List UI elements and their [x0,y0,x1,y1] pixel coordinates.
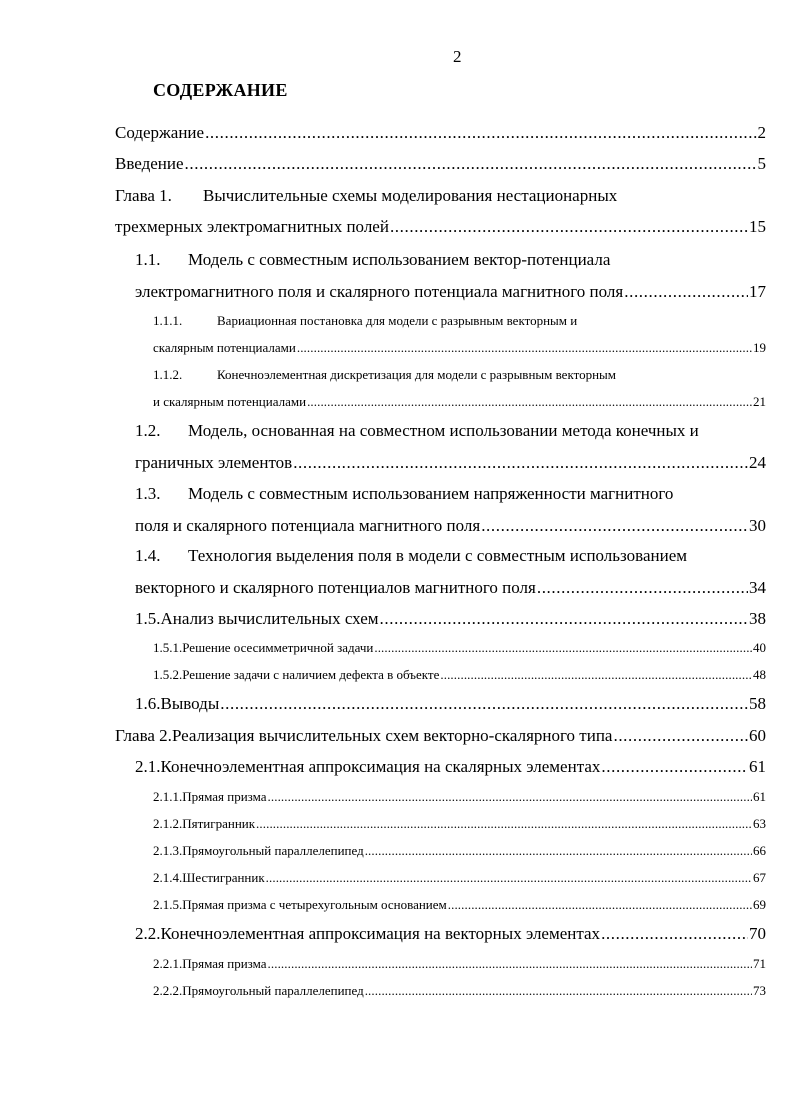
toc-entry-number: Глава 1. [115,186,172,205]
toc-entry[interactable] [115,726,766,746]
toc-leader [374,640,752,656]
toc-entry-number: 1.4. [135,546,161,565]
toc-entry-number: 1.5. [135,609,161,628]
toc-entry[interactable] [135,694,766,714]
toc-entry[interactable] [135,282,766,302]
toc-entry-text: векторного и скалярного потенциалов магнитного поля [135,578,536,597]
toc-entry[interactable] [153,897,766,913]
toc-leader [307,394,752,410]
toc-leader [256,816,752,832]
toc-entry-number: 1.2. [135,421,161,440]
toc-page: 60 [749,726,766,745]
toc-entry-number: 1.1. [135,250,161,269]
toc-entry-number: 2.2.1. [153,956,183,971]
toc-entry-text: Модель с совместным использованием напряженности магнитного [188,484,674,503]
toc-leader [268,956,752,972]
toc-entry[interactable] [115,123,766,143]
toc-entry[interactable] [115,217,766,237]
toc-entry-number: Глава 2. [115,726,172,745]
toc-page: 19 [753,340,766,355]
toc-entry-number: 1.1.1. [153,313,183,328]
toc-entry-number: 2.1. [135,757,161,776]
toc-entry-number: 2.1.2. [153,816,183,831]
toc-entry-text: Решение задачи с наличием дефекта в объекте [182,667,440,682]
toc-entry[interactable] [153,870,766,886]
toc-entry-text: Прямая призма с четырехугольным основанием [182,897,447,912]
toc-entry-number: 1.6. [135,694,161,713]
toc-entry[interactable] [153,956,766,972]
toc-entry[interactable] [135,484,766,504]
toc-leader [365,983,752,999]
toc-entry-text: Конечноэлементная аппроксимация на скалярных элементах [160,757,601,776]
toc-entry-number: 1.1.2. [153,367,183,382]
toc-leader [297,340,752,356]
toc-leader [220,694,748,714]
toc-page: 5 [757,154,766,173]
toc-leader [380,609,748,629]
toc-page: 69 [753,897,766,912]
toc-page: 40 [753,640,766,655]
toc-entry-text: и скалярным потенциалами [153,394,307,409]
toc-entry-text: Вариационная постановка для модели с разрывным векторным и [217,313,578,328]
toc-leader [293,453,748,473]
toc-entry-text: Шестигранник [182,870,265,885]
toc-page: 17 [749,282,766,301]
toc-entry[interactable] [135,578,766,598]
toc-title: СОДЕРЖАНИЕ [153,80,288,100]
toc-entry-text: скалярным потенциалами [153,340,296,355]
toc-leader [624,282,748,302]
toc-entry-text: Содержание [115,123,205,142]
toc-entry-number: 2.1.5. [153,897,183,912]
toc-entry[interactable] [135,453,766,473]
toc-page: 73 [753,983,766,998]
toc-leader [537,578,748,598]
toc-entry-text: Анализ вычислительных схем [160,609,379,628]
toc-entry-text: Прямая призма [182,789,267,804]
toc-entry-text: Модель, основанная на совместном использовании метода конечных и [188,421,699,440]
toc-entry-text: Решение осесимметричной задачи [182,640,374,655]
toc-leader [390,217,748,237]
toc-entry[interactable] [135,250,766,270]
toc-entry-number: 2.1.4. [153,870,183,885]
toc-leader [448,897,752,913]
toc-leader [440,667,752,683]
toc-entry[interactable] [153,313,766,329]
toc-entry-number: 2.2. [135,924,161,943]
toc-entry-text: Вычислительные схемы моделирования нестационарных [203,186,618,205]
toc-page: 66 [753,843,766,858]
toc-page: 24 [749,453,766,472]
toc-entry-text: электромагнитного поля и скалярного потенциала магнитного поля [135,282,624,301]
toc-entry-number: 1.5.1. [153,640,183,655]
toc-page: 71 [753,956,766,971]
toc-leader [601,924,748,944]
toc-leader [268,789,752,805]
toc-entry-text: Пятигранник [182,816,256,831]
toc-entry[interactable] [135,421,766,441]
toc-entry-number: 1.5.2. [153,667,183,682]
toc-entry-text: Конечноэлементная аппроксимация на векторных элементах [160,924,601,943]
toc-leader [601,757,748,777]
toc-page: 34 [749,578,766,597]
toc-entry-number: 2.2.2. [153,983,183,998]
toc-page: 2 [757,123,766,142]
toc-entry-text: Конечноэлементная дискретизация для модели с разрывным векторным [217,367,617,382]
toc-page: 58 [749,694,766,713]
toc-entry[interactable] [135,924,766,944]
toc-entry[interactable] [153,983,766,999]
toc-entry[interactable] [153,367,766,383]
toc-entry[interactable] [153,640,766,656]
toc-page: 70 [749,924,766,943]
toc-entry-text: Прямоугольный параллелепипед [182,983,364,998]
toc-entry[interactable] [135,757,766,777]
toc-entry-text: Реализация вычислительных схем векторно-скалярного типа [171,726,613,745]
toc-entry[interactable] [153,843,766,859]
toc-page: 38 [749,609,766,628]
toc-page: 48 [753,667,766,682]
toc-entry-number: 1.3. [135,484,161,503]
toc-entry-number: 2.1.3. [153,843,183,858]
toc-entry[interactable] [135,516,766,536]
toc-leader [481,516,748,536]
toc-page: 67 [753,870,766,885]
toc-leader [266,870,752,886]
toc-page: 21 [753,394,766,409]
toc-page: 63 [753,816,766,831]
toc-entry-text: Модель с совместным использованием вектор-потенциала [188,250,611,269]
toc-leader [205,123,756,143]
toc-entry[interactable] [153,816,766,832]
page-number: 2 [453,47,462,66]
toc-entry[interactable] [153,340,766,356]
toc-entry[interactable] [153,667,766,683]
toc-page: 30 [749,516,766,535]
toc-entry-text: трехмерных электромагнитных полей [115,217,389,236]
toc-entry-number: 2.1.1. [153,789,183,804]
toc-leader [185,154,757,174]
toc-entry-text: Прямая призма [182,956,267,971]
toc-entry-text: Выводы [160,694,220,713]
toc-entry[interactable] [115,186,766,206]
toc-entry[interactable] [135,609,766,629]
toc-entry[interactable] [115,154,766,174]
toc-entry-text: Технология выделения поля в модели с совместным использованием [188,546,688,565]
toc-entry-text: Прямоугольный параллелепипед [182,843,364,858]
toc-page: 15 [749,217,766,236]
toc-leader [365,843,752,859]
toc-page: 61 [753,789,766,804]
toc-page: 61 [749,757,766,776]
toc-leader [613,726,748,746]
toc-entry[interactable] [153,394,766,410]
toc-entry-text: поля и скалярного потенциала магнитного поля [135,516,481,535]
toc-entry[interactable] [135,546,766,566]
toc-entry[interactable] [153,789,766,805]
toc-entry-text: граничных элементов [135,453,293,472]
toc-entry-text: Введение [115,154,184,173]
